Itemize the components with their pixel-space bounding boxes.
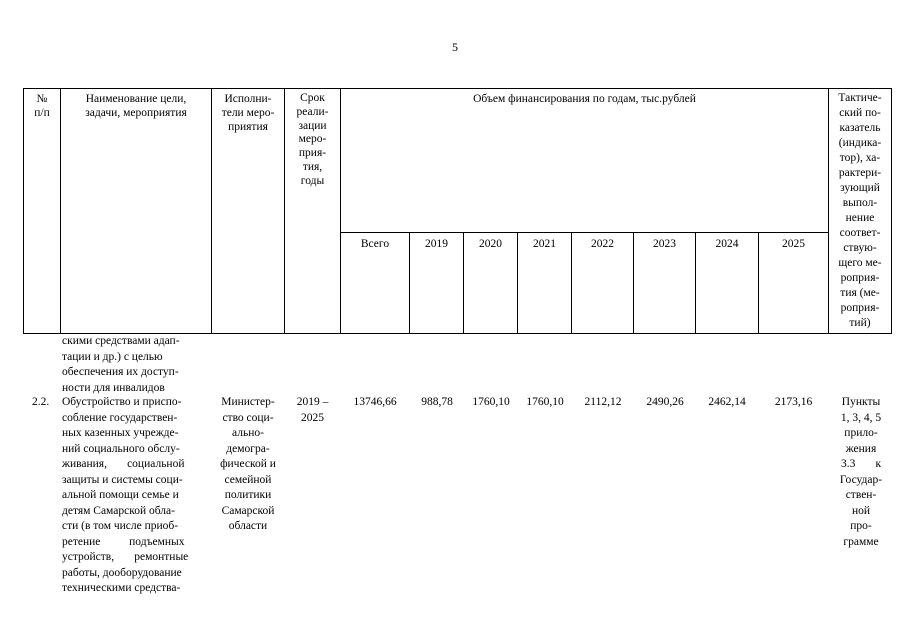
header-year-2020: 2020 — [479, 238, 502, 250]
header-text: годы — [300, 174, 325, 187]
header-text: тор), ха- — [839, 152, 881, 164]
header-text: задачи, мероприятия — [85, 107, 187, 119]
header-col-term — [285, 92, 340, 189]
row-2019: 988,78 — [421, 396, 453, 408]
text-line: 2019 – — [296, 396, 329, 408]
text-line: ных казенных учрежде- — [62, 427, 179, 439]
header-text: Исполни- — [224, 93, 272, 105]
text-line: ство соци- — [222, 411, 274, 424]
header-col-number — [24, 92, 60, 120]
header-text: зующий — [840, 182, 880, 194]
header-text: тия (ме- — [840, 287, 880, 299]
text-line: области — [228, 520, 268, 532]
text-line: ний социального обслу- — [62, 442, 180, 455]
text-line: скими средствами адап- — [62, 335, 180, 347]
text-line: ной — [851, 504, 871, 517]
row-2024: 2462,14 — [708, 396, 746, 408]
text-line: ности для инвалидов — [62, 381, 165, 394]
text-line: ретение подъемных — [62, 535, 185, 548]
text-line: защиты и системы соци- — [62, 473, 183, 486]
header-text: тия, — [302, 160, 323, 173]
text-line: обеспечения их доступ- — [62, 366, 179, 378]
text-line: техническими средства- — [62, 582, 181, 594]
text-line: 1, 3, 4, 5 — [840, 411, 882, 424]
row-term — [285, 395, 340, 426]
vline — [340, 88, 341, 334]
header-text: Тактиче- — [838, 92, 882, 104]
header-year-2023: 2023 — [653, 238, 676, 250]
header-year-2024: 2024 — [715, 238, 739, 250]
header-text: ский по- — [839, 107, 881, 119]
header-text: роприя- — [840, 302, 880, 314]
header-text: рактери- — [838, 167, 882, 179]
text-line: Самарской — [221, 504, 275, 517]
header-text: меро- — [298, 133, 327, 146]
text-line: альной помощи семье и — [62, 489, 179, 501]
row-2020: 1760,10 — [472, 396, 510, 408]
header-text: реали- — [296, 105, 329, 118]
vline — [60, 88, 61, 334]
years-top-border — [340, 232, 828, 233]
text-line: работы, дооборудование — [62, 566, 182, 579]
header-year-2025: 2025 — [782, 238, 805, 250]
header-text: п/п — [34, 107, 50, 119]
row-2025: 2173,16 — [774, 396, 813, 408]
text-line: тации и др.) с целью — [62, 350, 163, 363]
header-text: выпол- — [842, 197, 878, 209]
page-number: 5 — [452, 40, 458, 54]
header-text: тий) — [849, 317, 871, 329]
row-2022: 2112,12 — [584, 396, 622, 408]
continuation-text — [62, 334, 208, 396]
text-line: про- — [850, 520, 872, 532]
text-line: жения — [845, 442, 877, 455]
header-text: зации — [298, 119, 327, 132]
header-text: казатель — [839, 122, 881, 134]
row-2023: 2490,26 — [646, 396, 684, 408]
text-line: политики — [224, 489, 272, 501]
header-col-financing: Объем финансирования по годам, тыс.рублей — [473, 93, 696, 105]
header-col-name — [61, 92, 211, 120]
row-executor — [212, 395, 284, 535]
header-col-indicator — [829, 91, 891, 331]
header-year-2019: 2019 — [425, 238, 448, 250]
text-line: демогра- — [226, 442, 270, 455]
header-text: нение — [845, 212, 875, 224]
row-indicator — [832, 395, 890, 550]
header-text: роприя- — [840, 272, 880, 284]
row-total: 13746,66 — [353, 396, 397, 408]
header-text: щего ме- — [838, 257, 882, 269]
header-text: приятия — [228, 121, 268, 133]
header-text: соответ- — [839, 227, 881, 239]
text-line: 3.3 к — [840, 458, 882, 470]
row-number: 2.2. — [32, 396, 50, 408]
row-2021: 1760,10 — [526, 396, 564, 408]
header-text: Срок — [300, 92, 325, 104]
header-text: (индика- — [838, 137, 882, 149]
header-text: прия- — [298, 147, 327, 160]
header-text: тели меро- — [221, 107, 275, 119]
text-line: семейной — [224, 473, 272, 486]
text-line: фической и — [220, 458, 276, 470]
text-line: детям Самарской обла- — [62, 504, 175, 517]
text-line: 2025 — [301, 411, 324, 424]
header-year-2022: 2022 — [591, 238, 614, 250]
header-top-border — [23, 88, 891, 89]
header-text: ствую- — [843, 242, 877, 254]
text-line: прило- — [844, 427, 878, 439]
header-text: № — [36, 93, 48, 105]
text-line: Государ- — [839, 473, 883, 486]
vline — [23, 88, 24, 334]
text-line: собление государствен- — [62, 411, 178, 424]
header-text: Наименование цели, — [85, 93, 187, 105]
text-line: сти (в том числе приоб- — [62, 520, 179, 532]
text-line: Пункты — [841, 396, 881, 408]
row-name — [62, 395, 208, 597]
vline — [891, 88, 892, 334]
header-year-total: Всего — [360, 238, 390, 250]
text-line: ствен- — [845, 489, 877, 501]
text-line: ально- — [232, 427, 264, 439]
text-line: Обустройство и приспо- — [62, 396, 182, 408]
header-year-2021: 2021 — [533, 238, 556, 250]
text-line: Министер- — [221, 396, 275, 408]
header-col-executor — [212, 92, 284, 134]
text-line: грамме — [843, 535, 879, 548]
text-line: устройств, ремонтные — [62, 551, 189, 563]
text-line: живания, социальной — [62, 458, 185, 470]
